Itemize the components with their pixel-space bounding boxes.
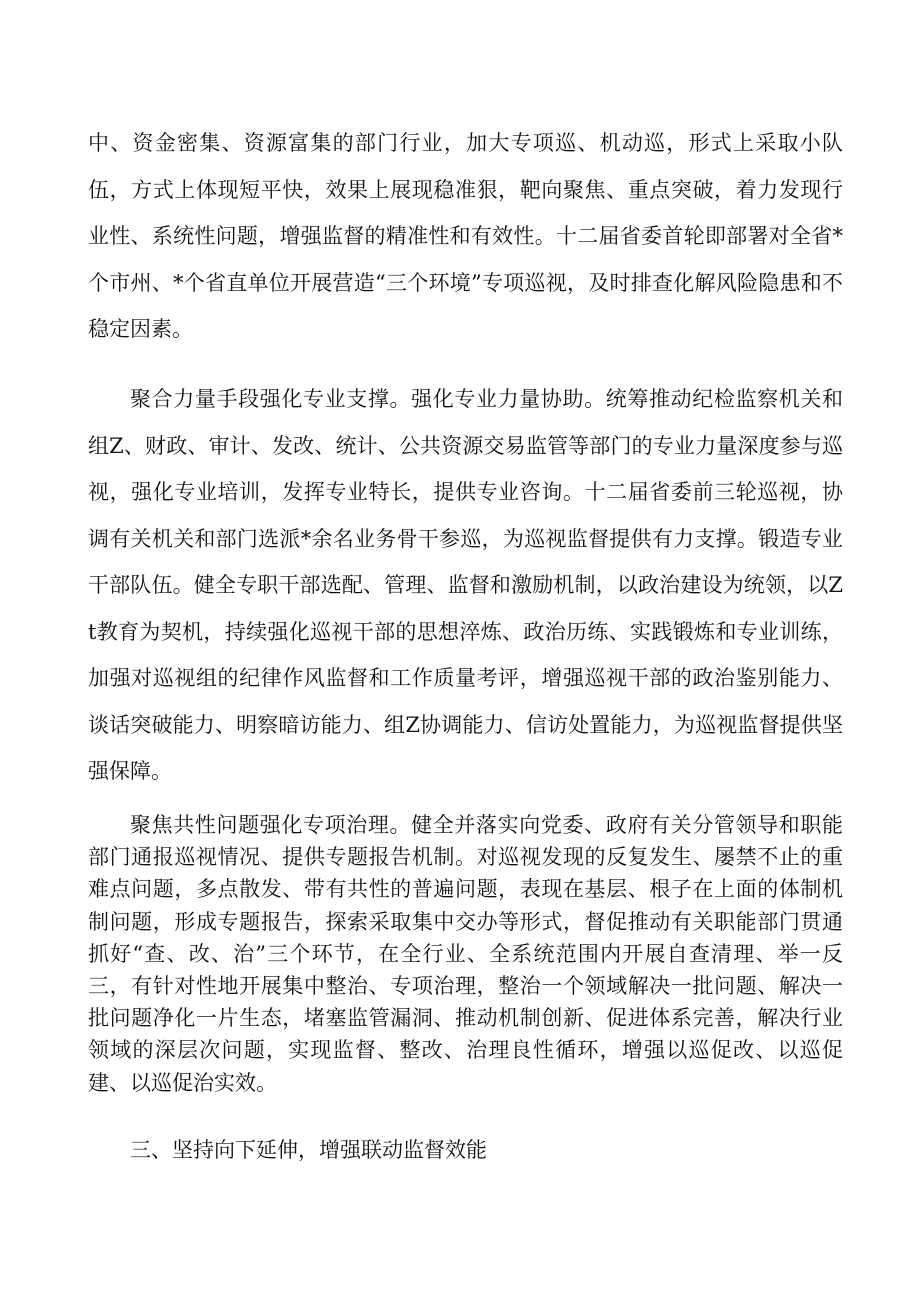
section-heading-three: 三、坚持向下延伸，增强联动监督效能 [130,1138,487,1162]
paragraph-special-governance: 聚焦共性问题强化专项治理。健全并落实向党委、政府有关分管领导和职能部门通报巡视情况、提供专题报告机制。对巡视发现的反复发生、屡禁不止的重难点问题，多点散发、带有共性的普遍问题，表现在基层、根子在上面的体制机制问题，形成专题报告，探索采取集中交办等形式，督促推动有关职能部门贯通抓好“查、改、治”三个环节，在全行业、全系统范围内开展自查清理、举一反三，有针对性地开展集中整治、专项治理，整治一个领域解决一批问题、解决一批问题净化一片生态，堵塞监管漏洞、推动机制创新、促进体系完善，解决行业领域的深层次问题，实现监督、整改、治理良性循环，增强以巡促改、以巡促建、以巡促治实效。 [88,813,843,1095]
paragraph-specialized-inspection: 中、资金密集、资源富集的部门行业，加大专项巡、机动巡，形式上采取小队伍，方式上体现短平快，效果上展现稳准狠，靶向聚焦、重点突破，着力发现行业性、系统性问题，增强监督的精准性和有效性。十二届省委首轮即部署对全省*个市州、*个省直单位开展营造“三个环境”专项巡视，及时排查化解风险隐患和不稳定因素。 [88,131,843,341]
paragraph-professional-support: 聚合力量手段强化专业支撑。强化专业力量协助。统筹推动纪检监察机关和组Z、财政、审计、发改、统计、公共资源交易监管等部门的专业力量深度参与巡视，强化专业培训，发挥专业特长，提供专业咨询。十二届省委前三轮巡视，协调有关机关和部门选派*余名业务骨干参巡，为巡视监督提供有力支撑。锻造专业干部队伍。健全专职干部选配、管理、监督和激励机制，以政治建设为统领，以Zt教育为契机，持续强化巡视干部的思想淬炼、政治历练、实践锻炼和专业训练，加强对巡视组的纪律作风监督和工作质量考评，增强巡视干部的政治鉴别能力、谈话突破能力、明察暗访能力、组Z协调能力、信访处置能力，为巡视监督提供坚强保障。 [88,387,843,783]
